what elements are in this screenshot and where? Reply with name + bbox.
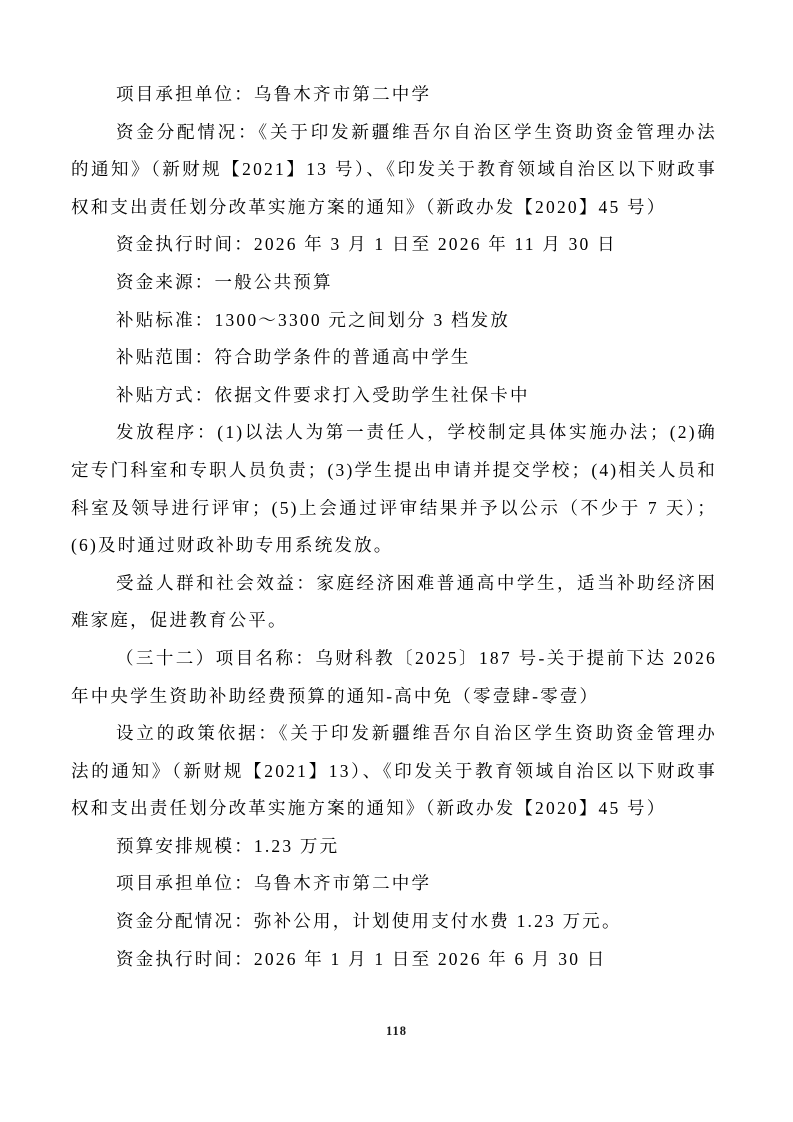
paragraph-2: 资金分配情况：《关于印发新疆维吾尔自治区学生资助资金管理办法的通知》（新财规【2021】13 号）、《印发关于教育领域自治区以下财政事权和支出责任划分改革实施方案的通知》（新政办发【2020】45 号） <box>71 121 717 217</box>
paragraph-13: 项目承担单位：乌鲁木齐市第二中学 <box>116 873 432 894</box>
paragraph-8: 发放程序：(1)以法人为第一责任人，学校制定具体实施办法；(2)确定专门科室和专职人员负责；(3)学生提出申请并提交学校；(4)相关人员和科室及领导进行评审；(5)上会通过评审结果并予以公示（不少于 7 天）；(6)及时通过财政补助专用系统发放。 <box>71 422 717 556</box>
paragraph-10: （三十二）项目名称：乌财科教〔2025〕187 号-关于提前下达 2026 年中央学生资助补助经费预算的通知-高中免（零壹肆-零壹） <box>71 647 717 706</box>
paragraph-14: 资金分配情况：弥补公用，计划使用支付水费 1.23 万元。 <box>116 911 622 932</box>
paragraph-4: 资金来源：一般公共预算 <box>116 271 333 292</box>
paragraph-12: 预算安排规模：1.23 万元 <box>116 835 340 856</box>
paragraph-15: 资金执行时间：2026 年 1 月 1 日至 2026 年 6 月 30 日 <box>116 948 607 969</box>
paragraph-3: 资金执行时间：2026 年 3 月 1 日至 2026 年 11 月 30 日 <box>116 234 617 255</box>
document-body <box>71 76 717 978</box>
paragraph-11: 设立的政策依据：《关于印发新疆维吾尔自治区学生资助资金管理办法的通知》（新财规【2021】13）、《印发关于教育领域自治区以下财政事权和支出责任划分改革实施方案的通知》（新政办发【2020】45 号） <box>71 723 717 819</box>
paragraph-7: 补贴方式：依据文件要求打入受助学生社保卡中 <box>116 384 530 405</box>
page-number: 118 <box>385 1024 408 1038</box>
paragraph-1: 项目承担单位：乌鲁木齐市第二中学 <box>116 84 432 104</box>
page-footer <box>0 1022 793 1040</box>
paragraph-5: 补贴标准：1300～3300 元之间划分 3 档发放 <box>116 309 511 330</box>
paragraph-9: 受益人群和社会效益：家庭经济困难普通高中学生，适当补助经济困难家庭，促进教育公平。 <box>71 572 717 631</box>
paragraph-6: 补贴范围：符合助学条件的普通高中学生 <box>116 347 471 368</box>
